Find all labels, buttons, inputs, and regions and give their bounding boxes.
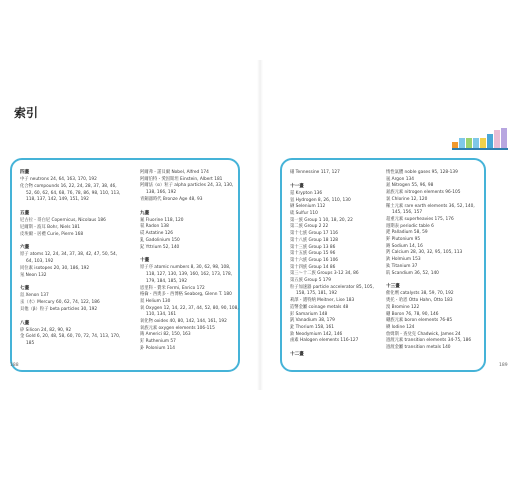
index-entry: 硫 Sulfur 110 [290,211,318,216]
index-spacer [290,345,382,352]
index-entry: 釹 Neodymium 142, 146 [290,331,343,337]
index-entry: 鈀 Palladium 58, 59 [386,230,428,236]
index-entry: 氧化物 oxides 40, 80, 142, 144, 161, 192 [140,319,227,325]
index-entry: 中子 neutrons 24, 64, 163, 170, 192 [20,177,97,183]
index-spacer [20,238,124,245]
index-entry: 詹姆斯・查兌克 Chadwick, James 24 [386,331,461,337]
index-entry: 釕 Ruthenium 57 [140,339,176,345]
index-entry: 過渡元素 transition elements 34-75, 186 [386,338,472,344]
page-number-left: 188 [10,363,19,368]
index-spacer [290,177,382,184]
index-section-heading: 十一畫 [290,183,304,189]
index-entry: 溴 Bromine 122 [386,304,420,310]
index-entry: 第十三族 Group 13 86 [290,244,336,250]
index-entry: 稀土元素 rare earth elements 36, 52, 140, 145, 156, 157 [386,203,475,216]
index-entry: 硒 Selenium 112 [290,204,326,210]
index-entry: 釙 Polonium 114 [140,345,175,351]
index-entry: 奧托・哈恩 Otto Hahn, Otto 183 [386,298,453,304]
index-section-heading: 四畫 [20,170,30,175]
index-entry: 硼 Boron 76, 78, 90, 146 [386,311,439,317]
index-entry: 第十六族 Group 16 106 [290,257,339,263]
index-entry: 造幣金屬 coinage metals 48 [290,304,349,310]
index-entry: 原子 atoms 12, 24, 34, 37, 38, 42, 47, 50, 54, 64, 103, 192 [20,252,118,265]
index-entry: 汞（水）Mercury 60, 62, 74, 122, 186 [20,300,100,306]
page-title: 索引 [14,106,39,120]
index-section-heading: 七畫 [20,286,30,292]
index-entry: 鈣 Calcium 28, 30, 32, 95, 105, 113 [386,250,463,256]
index-entry: 週期表 periodic table 6 [386,223,434,229]
index-entry: 釩 Vanadium 38, 179 [290,318,335,324]
index-entry: 格倫・西奧多・西博格 Seaborg, Glenn T. 180 [140,292,232,298]
index-entry: 第三～十二族 Groups 3-12 34, 86 [290,271,359,277]
index-section-heading: 八畫 [20,320,30,326]
index-entry: 氮族元素 nitrogen elements 96-105 [386,190,461,196]
index-spacer [20,279,124,286]
index-section-heading: 五畫 [20,211,30,216]
index-column-right-2 [386,170,484,352]
page-number-right: 189 [499,363,508,368]
index-panel-right [280,158,486,372]
index-entry: 催化劑 catalysts 38, 59, 70, 192 [386,291,454,297]
index-entry: 氮 Nitrogen 55, 96, 98 [386,183,434,189]
index-entry: 氬 Argon 134 [386,176,414,182]
index-entry: 第二族 Group 2 22 [290,224,329,230]
index-entry: 第十七族 Group 17 116 [290,231,339,237]
index-entry: 第一族 Group 1 10, 18, 20, 22 [290,217,353,223]
index-entry: 青銅器時代 Bronze Age 48, 93 [140,196,203,202]
index-spacer [140,204,240,211]
index-entry: 同位素 isotopes 20, 30, 186, 192 [20,265,90,271]
index-column-right-1 [290,170,382,359]
index-entry: 第十四族 Group 14 86 [290,264,336,270]
index-entry: 釷 Thorium 158, 161 [290,324,335,330]
index-entry: 阿爾弗・諾貝爾 Nobel, Alfred 174 [140,170,209,175]
index-entry: 氖 Neon 132 [20,272,47,278]
index-entry: 矽 Silicon 24, 82, 90, 92 [20,327,72,333]
index-entry: 恩里科・費米 Fermi, Enrico 172 [140,285,205,291]
index-entry: 鈈 Plutonium 95 [386,237,421,243]
index-entry: 氯 Chlorine 12, 120 [386,196,428,202]
index-section-heading: 六畫 [20,245,30,251]
index-entry: 鈉 Sodium 14, 16 [386,243,423,249]
index-entry: 第十八族 Group 18 128 [290,237,339,243]
index-panel-left [10,158,240,372]
index-section-heading: 十畫 [140,258,150,264]
index-entry: 氫 Hydrogen 8, 26, 110, 130 [290,197,351,203]
index-entry: 鋂 Americi 82, 150, 163 [140,332,191,338]
index-entry: 阿爾伯特・愛因斯坦 Einstein, Albert 181 [140,176,223,182]
index-section-heading: 九畫 [140,210,150,216]
index-entry: 釓 Gadolinium 150 [140,237,180,243]
index-entry: 砹 Astatine 126 [140,231,173,237]
index-spacer [20,204,124,211]
index-entry: 氧 Oxygen 12, 14, 22, 37, 44, 52, 80, 90, 108, 110, 134, 161 [140,305,239,318]
periodic-table-decoration-icon [452,128,508,150]
index-entry: 鈦 Titanium 37 [386,263,418,269]
index-entry: 碘 Iodine 124 [386,324,415,330]
index-entry: 惰性氣體 noble gases 95, 128-139 [386,170,458,175]
index-entry: 氙 Xenon 137 [20,293,49,299]
index-entry: 氧族元素 oxygen elements 106-115 [140,325,215,331]
index-entry: 超重元素 superheavies 175, 176 [386,216,454,222]
index-entry: 皮埃爾・居禮 Curie, Pierre 168 [20,231,84,237]
index-spacer [20,314,124,321]
index-entry: 硼族元素 boron elements 76-85 [386,318,453,324]
index-spacer [140,251,240,258]
index-entry: 第五族 Group 5 179 [290,278,332,284]
index-column-left-2 [140,170,240,353]
index-entry: 鈧 Scandium 36, 52, 140 [386,270,439,276]
index-entry: 氪 Krypton 136 [290,190,323,196]
index-entry: 氟 Fluorine 118, 120 [140,217,184,223]
index-entry: 氦 Helium 130 [140,298,171,304]
index-entry: 鿬 Tennessine 117, 127 [290,170,340,175]
index-entry: 鈥 Holmium 153 [386,257,421,263]
index-entry: 金 Gold 6, 20, 48, 58, 60, 70, 72, 74, 113, 170, 185 [20,334,121,347]
index-entry: 尼古拉・哥白尼 Copernicus, Nicolaus 186 [20,218,106,224]
index-entry: 阿爾法（α）粒子 alpha particles 24, 33, 130, 138, 166, 192 [140,183,234,196]
index-entry: 化合物 compounds 16, 22, 24, 28, 37, 38, 46, 52, 60, 62, 64, 68, 76, 78, 86, 98, 110, 113, 118, 137, 142, 149, 151, 192 [20,183,121,203]
index-entry: 尼爾斯・波耳 Bohr, Niels 181 [20,224,80,230]
index-entry: 釔 Yttrium 52, 140 [140,244,180,250]
index-entry: 氡 Radon 138 [140,224,169,230]
index-entry: 粒子加速器 particle accelerator 85, 105, 158, 175, 181, 192 [290,284,374,297]
page-gutter [257,60,263,390]
index-spacer [386,277,484,284]
index-entry: 原子序 atomic numbers 8, 30, 62, 98, 108, 118, 127, 130, 139, 160, 162, 173, 178, 179, 184, 185, 192 [140,265,233,284]
index-entry: 第十五族 Group 15 96 [290,251,336,257]
index-section-heading: 十二畫 [290,352,304,358]
index-entry: 過渡金屬 transition metals 140 [386,345,451,351]
index-entry: 貝他（β）粒子 beta particles 30, 192 [20,306,98,312]
index-entry: 釤 Samarium 148 [290,311,328,317]
index-entry: 莉澤・邁特納 Meitner, Lise 183 [290,298,355,304]
index-column-left-1 [20,170,124,348]
index-entry: 鹵素 Halogen elements 116-127 [290,338,359,344]
index-section-heading: 十三畫 [386,284,400,290]
